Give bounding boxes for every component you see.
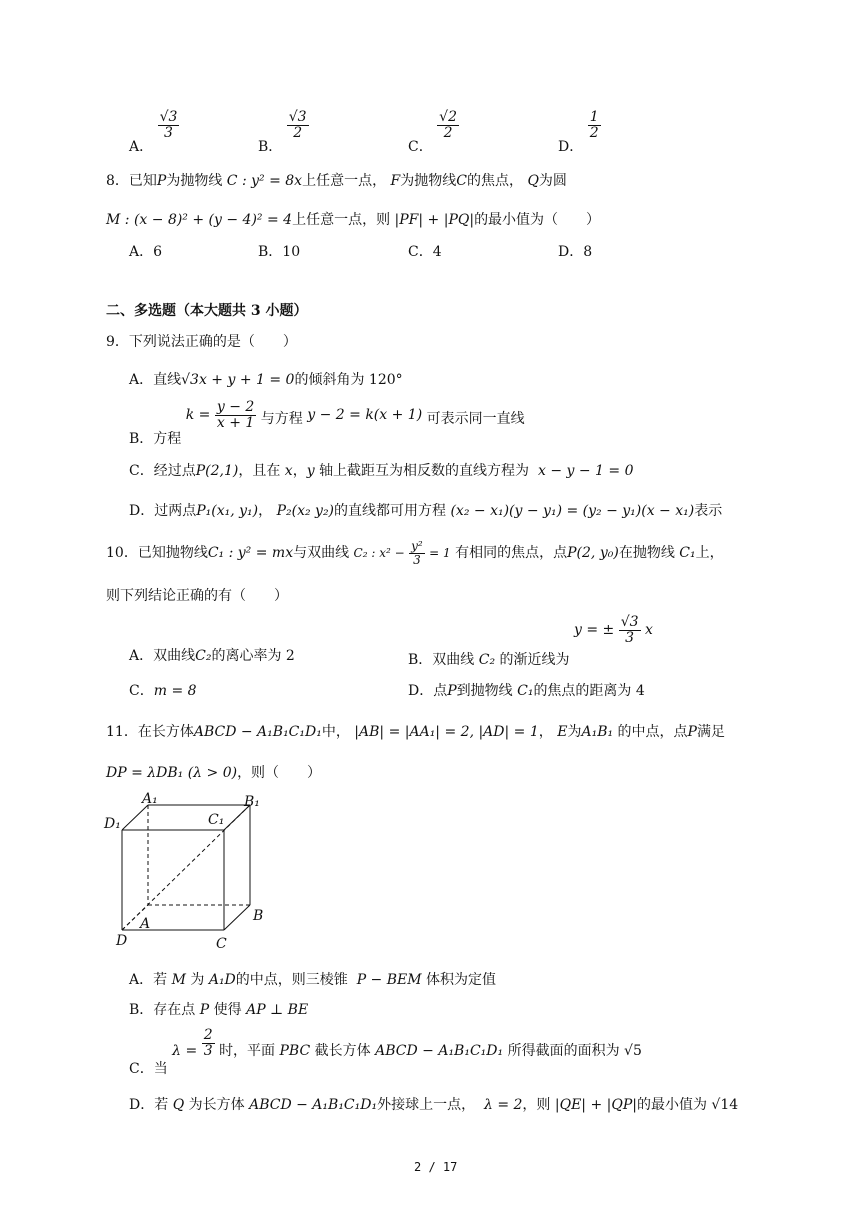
q8-line1: 8．已知P为抛物线 C : y² = 8x上任意一点， F为抛物线C的焦点， Q为圆	[106, 173, 567, 189]
fraction: $\frac{√2}{2}$	[439, 109, 457, 141]
q8-option-d: D．8	[558, 244, 593, 260]
q7-option-c: C． $\frac{√2}{2}$	[408, 109, 457, 156]
section-heading: 二、多选题（本大题共 3 小题）	[106, 303, 308, 319]
cuboid-figure	[100, 788, 280, 953]
q8-option-b: B．10	[258, 244, 301, 260]
q9-option-c: C．经过点P(2,1)，且在 x，y 轴上截距互为相反数的直线方程为 x − y − 1 = 0	[129, 463, 634, 479]
q11-option-a: A．若 M 为 A₁D的中点，则三棱锥 P − BEM 体积为定值	[129, 972, 497, 988]
q10-option-a: A．双曲线C₂的离心率为 2	[129, 648, 295, 664]
edge-d1a1	[122, 805, 148, 830]
fraction: $\frac{√3}{3}$	[620, 614, 639, 646]
q10-option-b: B．双曲线 C₂ 的渐近线为 y = ± $\frac{√3}{3}$ x	[408, 614, 653, 669]
edge-cb	[224, 905, 250, 930]
label-d1: D₁	[104, 816, 121, 832]
q11-option-d: D．若 Q 为长方体 ABCD − A₁B₁C₁D₁外接球上一点， λ = 2，则 |QE| + |QP|的最小值为 √14	[129, 1097, 739, 1113]
fraction: $\frac{√3}{2}$	[288, 109, 307, 141]
q11-line1: 11．在长方体ABCD − A₁B₁C₁D₁中， |AB| = |AA₁| = 2, |AD| = 1， E为A₁B₁ 的中点，点P满足	[106, 724, 725, 740]
q11-line2: DP = λDB₁ (λ > 0)，则（ ）	[106, 765, 322, 781]
q8-line2: M : (x − 8)² + (y − 4)² = 4上任意一点，则 |PF| + |PQ|的最小值为（ ）	[106, 212, 601, 228]
label-c: C	[216, 936, 227, 952]
label-d: D	[116, 933, 128, 949]
q11-option-b: B．存在点 P 使得 AP ⊥ BE	[129, 1002, 309, 1018]
q7-option-b: B． $\frac{√3}{2}$	[258, 109, 307, 156]
q9-option-b: B．方程 k = $\frac{y - 2}{x + 1}$ 与方程 y − 2 = k(x + 1) 可表示同一直线	[129, 399, 525, 448]
label-a1: A₁	[142, 791, 158, 807]
q9-option-d: D．过两点P₁(x₁, y₁)， P₂(x₂ y₂)的直线都可用方程 (x₂ − x₁)(y − y₁) = (y₂ − y₁)(x − x₁)表示	[129, 503, 723, 519]
q11-option-c: C．当 λ = $\frac{2}{3}$ 时，平面 PBC 截长方体 ABCD − A₁B₁C₁D₁ 所得截面的面积为 √5	[129, 1027, 642, 1078]
label-a: A	[140, 916, 151, 932]
q9-stem: 9．下列说法正确的是（ ）	[106, 334, 297, 350]
q10-option-d: D．点P到抛物线 C₁的焦点的距离为 4	[408, 683, 645, 699]
q7-option-d: D． $\frac{1}{2}$	[558, 109, 599, 156]
fraction: $\frac{1}{2}$	[589, 109, 599, 141]
fraction: $\frac{2}{3}$	[203, 1027, 213, 1059]
q8-option-a: A．6	[129, 244, 163, 260]
q8-option-c: C．4	[408, 244, 442, 260]
q9-option-a: A．直线√3x + y + 1 = 0的倾斜角为 120°	[129, 372, 403, 388]
fraction: $\frac{√3}{3}$	[159, 109, 178, 141]
fraction: $\frac{y - 2}{x + 1}$	[216, 399, 255, 431]
fraction: $\frac{\text{y²}}{3}$	[411, 539, 423, 567]
q10-line2: 则下列结论正确的有（ ）	[106, 588, 288, 604]
q10-option-c: C．m = 8	[129, 683, 197, 699]
label-c1: C₁	[208, 812, 225, 828]
label-b: B	[253, 908, 264, 924]
page-number: 2 / 17	[414, 1160, 458, 1174]
q7-option-a: A． $\frac{√3}{3}$	[129, 109, 178, 156]
label-b1: B₁	[244, 794, 260, 810]
q10-line1: 10．已知抛物线C₁ : y² = mx与双曲线 C₂ : x² − $\frac{\text{y²}}{3}$ = 1 有相同的焦点，点P(2, y₀)在抛物线 C₁上，	[106, 539, 724, 567]
